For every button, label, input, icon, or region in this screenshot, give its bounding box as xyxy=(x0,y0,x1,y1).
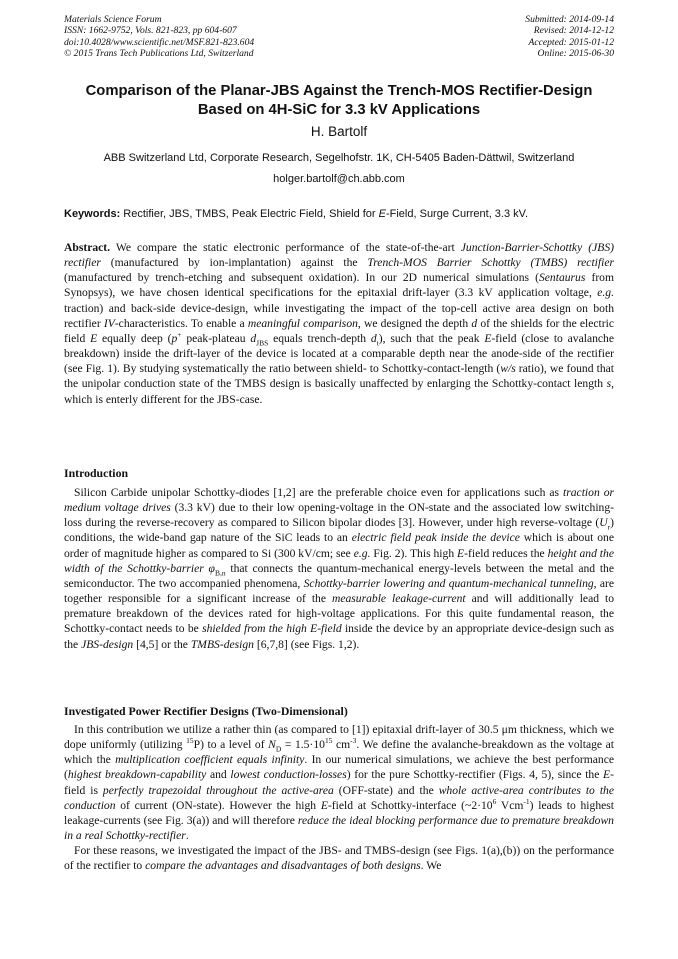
abstract-text: Trench-MOS Barrier Schottky (TMBS) rectifier xyxy=(367,256,614,270)
title-line-1: Comparison of the Planar-JBS Against the Trench-MOS Rectifier-Design xyxy=(85,83,593,99)
invest-text: -field is xyxy=(64,768,614,797)
abstract-text: traction) and back-side device-design, while investigating the impact of the top-cell active area design on both rectifier xyxy=(64,301,614,330)
abstract-text: Junction-Barrier-Schottky (JBS) rectifier xyxy=(64,241,614,270)
submission-dates xyxy=(525,14,614,60)
section-heading-introduction: Introduction xyxy=(64,466,129,480)
intro-text: measurable leakage-current xyxy=(331,592,466,606)
section-heading-investigated-designs: Investigated Power Rectifier Designs (Two-Dimensional) xyxy=(64,704,348,718)
abstract-text: IV xyxy=(103,316,115,330)
intro-text: E xyxy=(457,546,465,560)
introduction-paragraph xyxy=(64,485,614,652)
abstract-subscript: JBS xyxy=(256,338,269,348)
abstract-label: Abstract. xyxy=(64,241,111,254)
invest-superscript: 6 xyxy=(492,796,497,806)
invest-text: -field at Schottky-interface (~2·10 xyxy=(327,798,493,812)
abstract-text: We compare the static electronic performance of the state-of-the-art xyxy=(110,241,461,254)
invest-text: multiplication coefficient equals infinity xyxy=(115,753,305,767)
intro-text: TMBS-design xyxy=(190,637,254,651)
abstract-subscript: t xyxy=(376,338,379,348)
intro-text: JBS-design xyxy=(81,637,134,651)
intro-text: electric field peak inside the device xyxy=(351,531,520,545)
abstract-text: -field (close to avalanche breakdown) inside the drift-layer of the device is located at a comparable depth near the anode-side of the rectifier (see Fig. 1). By studying systematically the ratio between shield- to Schottky-contact-length ( xyxy=(64,331,614,376)
invest-text: cm xyxy=(332,738,351,752)
intro-text: and will additionally lead to premature breakdown of the devices rated for high-voltage applications. For this quite fundamental reason, the Schottky-contact needs to be xyxy=(64,592,614,636)
issn-line: ISSN: 1662-9752, Vols. 821-823, pp 604-607 xyxy=(64,25,237,37)
abstract-text: (manufactured by trench-etching and subsequent oxidation). In our 2D numerical simulations ( xyxy=(64,271,539,285)
abstract-text: E xyxy=(90,331,98,345)
abstract-text: d xyxy=(250,331,257,345)
intro-text: e.g. xyxy=(353,546,371,560)
invest-text: . We xyxy=(420,859,442,873)
abstract-text: (manufactured by ion-implantation) against the xyxy=(100,256,368,270)
journal-name: Materials Science Forum xyxy=(64,14,162,25)
intro-text: φ xyxy=(208,561,215,575)
abstract-text: , we designed the depth xyxy=(357,316,472,330)
invest-text: E xyxy=(603,768,611,782)
abstract-text: from Synopsys), we have chosen identical specifications for the epitaxial drift-layer (3.3 kV application voltage, xyxy=(64,271,614,300)
keywords-label: Keywords: xyxy=(64,208,121,220)
journal-info xyxy=(64,14,254,60)
invest-superscript: -1 xyxy=(523,796,530,806)
invest-text: Vcm xyxy=(496,798,524,812)
keywords-text-end: -Field, Surge Current, 3.3 kV. xyxy=(385,208,529,220)
invest-text: whole active-area contributes to the conduction xyxy=(64,783,614,812)
intro-text: -field reduces the xyxy=(464,546,548,560)
invest-text: E xyxy=(320,798,328,812)
intro-text: Silicon Carbide unipolar Schottky-diodes [1,2] are the preferable choice even for applications such as xyxy=(74,486,564,499)
abstract-text: equals trench-depth xyxy=(268,331,371,345)
abstract-text: -characteristics. To enable a xyxy=(114,316,248,330)
invest-text: highest breakdown-capability xyxy=(67,768,207,782)
intro-subscript: B,n xyxy=(214,568,226,578)
abstract-text: s xyxy=(606,377,612,391)
paper-title xyxy=(40,82,638,119)
intro-text: [4,5] or the xyxy=(133,637,191,651)
invest-subscript: D xyxy=(275,744,282,754)
invest-text: ) for the pure Schottky-rectifier (Figs. 4, 5), since the xyxy=(346,768,604,782)
submitted-date: Submitted: 2014-09-14 xyxy=(525,14,614,25)
investigated-paragraph-2 xyxy=(64,843,614,873)
invest-text: . We define the avalanche-breakdown as the voltage at which the xyxy=(64,738,614,767)
intro-text: Schottky-barrier lowering and quantum-mechanical tunneling xyxy=(303,576,594,590)
revised-date: Revised: 2014-12-12 xyxy=(533,25,614,37)
abstract-text: ), such that the peak xyxy=(378,331,485,345)
invest-text: (OFF-state) and the xyxy=(333,783,439,797)
invest-text: lowest conduction-losses xyxy=(230,768,347,782)
abstract-text: e.g. xyxy=(597,286,614,300)
abstract-superscript: + xyxy=(177,330,182,340)
abstract-text: d xyxy=(471,316,478,330)
invest-text: = 1.5·10 xyxy=(281,738,325,752)
investigated-designs-section xyxy=(64,722,614,874)
intro-text: traction or medium voltage drives xyxy=(64,486,615,515)
abstract-text: w/s xyxy=(500,362,516,376)
invest-text: In this contribution we utilize a rather thin (as compared to [1]) epitaxial drift-layer of 30.5 μm thickness, which we dope uniformly (utilizing xyxy=(64,723,614,752)
author-email[interactable]: holger.bartolf@ch.abb.com xyxy=(273,173,405,185)
invest-text: For these reasons, we investigated the impact of the JBS- and TMBS-design (see Figs. 1(a),(b)) on the performance of the rectifier to xyxy=(64,844,614,873)
invest-text: of current (ON-state). However the high xyxy=(115,798,321,812)
invest-text: compare the advantages and disadvantages of both designs xyxy=(145,859,421,873)
abstract-text: E xyxy=(484,331,492,345)
affiliation: ABB Switzerland Ltd, Corporate Research, Segelhofstr. 1K, CH-5405 Baden-Dättwil, Switzerland xyxy=(103,152,575,164)
accepted-date: Accepted: 2015-01-12 xyxy=(528,36,614,48)
invest-text: P) to a level of xyxy=(193,738,269,752)
keywords-text: Rectifier, JBS, TMBS, Peak Electric Field, Shield for xyxy=(120,208,379,220)
invest-text: . xyxy=(185,829,189,843)
abstract-text: peak-plateau xyxy=(181,331,251,345)
invest-text: perfectly trapezoidal throughout the active-area xyxy=(102,783,334,797)
abstract-text: equally deep ( xyxy=(97,331,172,345)
intro-text: Fig. 2). This high xyxy=(370,546,458,560)
title-line-2: Based on 4H-SiC for 3.3 kV Applications xyxy=(197,101,481,118)
invest-text: reduce the ideal blocking performance due to premature breakdown in a real Schottky-rectifier xyxy=(64,813,614,843)
invest-text: . In our numerical simulations, we achieve the best performance ( xyxy=(64,753,614,782)
investigated-paragraph-1 xyxy=(64,722,614,843)
doi-line[interactable]: doi:10.4028/www.scientific.net/MSF.821-823.604 xyxy=(64,36,255,48)
intro-text: which is about one order of magnitude higher as compared to Si (300 kV/cm; see xyxy=(64,531,614,560)
keywords-line xyxy=(64,207,624,221)
intro-text: that connects the quantum-mechanical energy-levels between the metal and the semiconductor. The two accompanied phenomena, xyxy=(64,561,614,590)
intro-text: , are together responsible for a significant increase of the xyxy=(64,576,615,606)
invest-text: and xyxy=(206,768,231,782)
author-name: H. Bartolf xyxy=(310,124,368,139)
abstract-text: meaningful comparison xyxy=(247,316,358,330)
abstract-text: , which is enterly different for the JBS-case. xyxy=(64,377,614,406)
invest-superscript: 15 xyxy=(186,736,194,746)
abstract-text: Sentaurus xyxy=(538,271,586,285)
invest-text: N xyxy=(268,738,276,752)
intro-text: shielded from the high E-field xyxy=(202,622,342,636)
intro-subscript: r xyxy=(607,522,611,532)
online-date: Online: 2015-06-30 xyxy=(537,48,614,60)
abstract-text: ratio), we found that the unipolar conduction state of the TMBS design is basically unaffected by enlarging the Schottky-contact length xyxy=(64,362,614,391)
intro-text: height and the width of the Schottky-barrier xyxy=(64,546,614,575)
invest-superscript: -3 xyxy=(350,736,357,746)
intro-text: (3.3 kV) due to their low opening-voltage in the ON-state and the associated low switching-loss during the reverse-recovery as compared to Silicon bipolar diodes [3]. However, under high reverse-voltage ( xyxy=(64,501,614,530)
abstract-text: p xyxy=(171,331,178,345)
invest-superscript: 15 xyxy=(324,736,333,746)
abstract-text: of the shields for the electric field xyxy=(64,316,614,345)
invest-text: ) leads to highest leakage-currents (see Fig. 3(a)) and will therefore xyxy=(64,798,615,827)
abstract-paragraph xyxy=(64,240,614,407)
keywords-text-italic: E xyxy=(378,208,386,220)
intro-text: inside the device by an appropriate device-design such as the xyxy=(64,622,614,651)
intro-text: ) conditions, the wide-band gap nature of the SiC leads to an xyxy=(64,516,614,545)
copyright-line: © 2015 Trans Tech Publications Ltd, Switzerland xyxy=(64,48,254,60)
abstract-text: d xyxy=(370,331,377,345)
intro-text: [6,7,8] (see Figs. 1,2). xyxy=(253,637,360,651)
intro-text: U xyxy=(599,516,608,530)
